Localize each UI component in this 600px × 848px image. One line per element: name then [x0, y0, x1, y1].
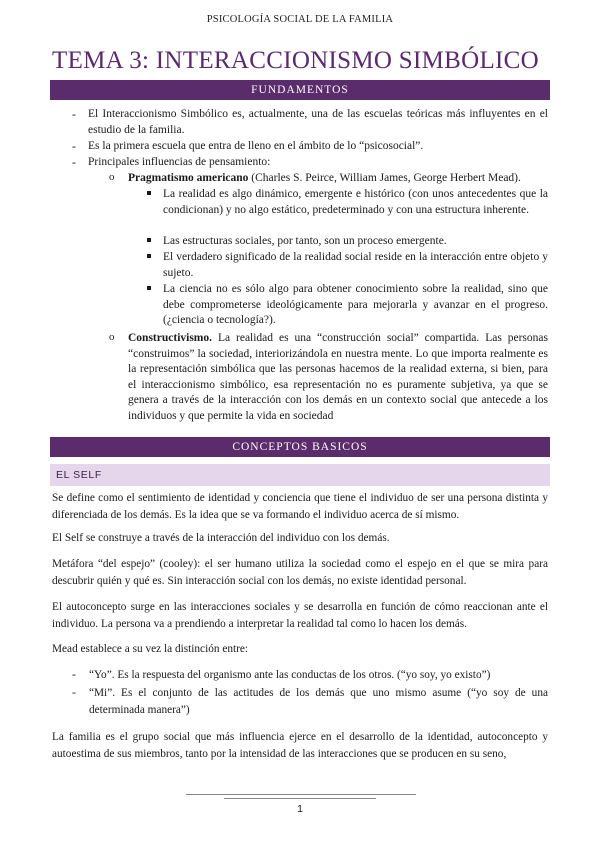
self-paragraph-6: La familia es el grupo social que más influencia ejerce en el desarrollo de la identidad, autoconcepto y autoestima de sus miembros, tanto por la intensidad de las interacciones que se producen en su seno, [52, 731, 548, 760]
footer-rule [186, 794, 416, 795]
dash-marker: - [72, 685, 76, 699]
running-header: PSICOLOGÍA SOCIAL DE LA FAMILIA [206, 14, 394, 25]
dash-marker: - [72, 107, 76, 121]
mead-yo: “Yo”. Es la respuesta del organismo ante las conductas de los otros. (“yo soy, yo existo”) [89, 669, 491, 681]
circle-marker: o [109, 171, 115, 183]
circle-marker: o [109, 331, 115, 343]
pragmatismo-point-4: La ciencia no es sólo algo para obtener conocimiento sobre la realidad, sino que debe comprometerse ideológicamente para mejorarla y avanzar en el progreso. (¿ciencia o tecnología?). [163, 283, 548, 326]
page-title: TEMA 3: INTERACCIONISMO SIMBÓLICO [52, 47, 539, 74]
pragmatismo-point-1: La realidad es algo dinámico, emergente e histórico (con unos antecedentes que la condicionan) y no algo estático, predeterminado y con una estructura inherente. [163, 188, 548, 216]
self-paragraph-1: Se define como el sentimiento de identidad y conciencia que tiene el individuo de ser una persona distinta y diferenciada de los demás. Es la idea que se va formando el individuo acerca de sí mismo. [52, 492, 548, 521]
self-paragraph-2: El Self se construye a través de la interacción del individuo con los demás. [52, 532, 390, 544]
footer-rule [224, 798, 376, 799]
square-bullet-icon [147, 254, 151, 258]
influence-constructivismo-term: Constructivismo. [128, 332, 213, 344]
mead-mi: “Mi”. Es el conjunto de las actitudes de los demás que uno mismo asume (“yo soy de una determinada manera”) [89, 687, 548, 716]
dash-marker: - [72, 155, 76, 169]
self-paragraph-4: El autoconcepto surge en las interacciones sociales y se desarrolla en función de cómo reaccionan ante el individuo. La persona va a prendiendo a interpretar la realidad tal como lo hacen los demás. [52, 601, 548, 630]
pragmatismo-point-3: El verdadero significado de la realidad social reside en la interacción entre objeto y sujeto. [163, 251, 548, 279]
influence-pragmatismo-authors: (Charles S. Peirce, William James, George Herbert Mead). [248, 172, 521, 184]
influence-pragmatismo [128, 171, 548, 187]
pragmatismo-point-2: Las estructuras sociales, por tanto, son un proceso emergente. [163, 235, 447, 247]
section-heading-fundamentos: FUNDAMENTOS [50, 80, 550, 100]
fundamentos-point-2: Es la primera escuela que entra de lleno en el ámbito de lo “psicosocial”. [88, 140, 424, 152]
section-heading-conceptos: CONCEPTOS BASICOS [50, 437, 550, 457]
page-number: 1 [297, 803, 303, 815]
self-paragraph-3: Metáfora “del espejo” (cooley): el ser humano utiliza la sociedad como el espejo en el que se mira para descubrir quién y qué es. Sin interacción social con los demás, no existe identidad personal. [52, 558, 548, 587]
square-bullet-icon [147, 191, 151, 195]
influence-pragmatismo-term: Pragmatismo americano [128, 172, 249, 184]
influence-constructivismo [128, 331, 548, 424]
fundamentos-point-3: Principales influencias de pensamiento: [88, 156, 271, 168]
square-bullet-icon [147, 238, 151, 242]
square-bullet-icon [147, 286, 151, 290]
dash-marker: - [72, 139, 76, 153]
dash-marker: - [72, 667, 76, 681]
influence-constructivismo-text: La realidad es una “construcción social” compartida. Las personas “construimos” la sociedad, interiorizándola en nuestra mente. Lo que importa realmente es la representación simbólica que las personas hacemos de la realidad externa, si bien, para el interaccionismo simbólico, esa representación no es puramente subjetiva, ya que se genera a través de la interacción con los demás en un contexto social que antecede a los individuos y que permite la vida en sociedad [128, 332, 548, 422]
fundamentos-point-1: El Interaccionismo Simbólico es, actualmente, una de las escuelas teóricas más influyentes en el estudio de la familia. [88, 108, 548, 136]
subheading-el-self: EL SELF [50, 464, 550, 486]
self-paragraph-5: Mead establece a su vez la distinción entre: [52, 643, 249, 655]
